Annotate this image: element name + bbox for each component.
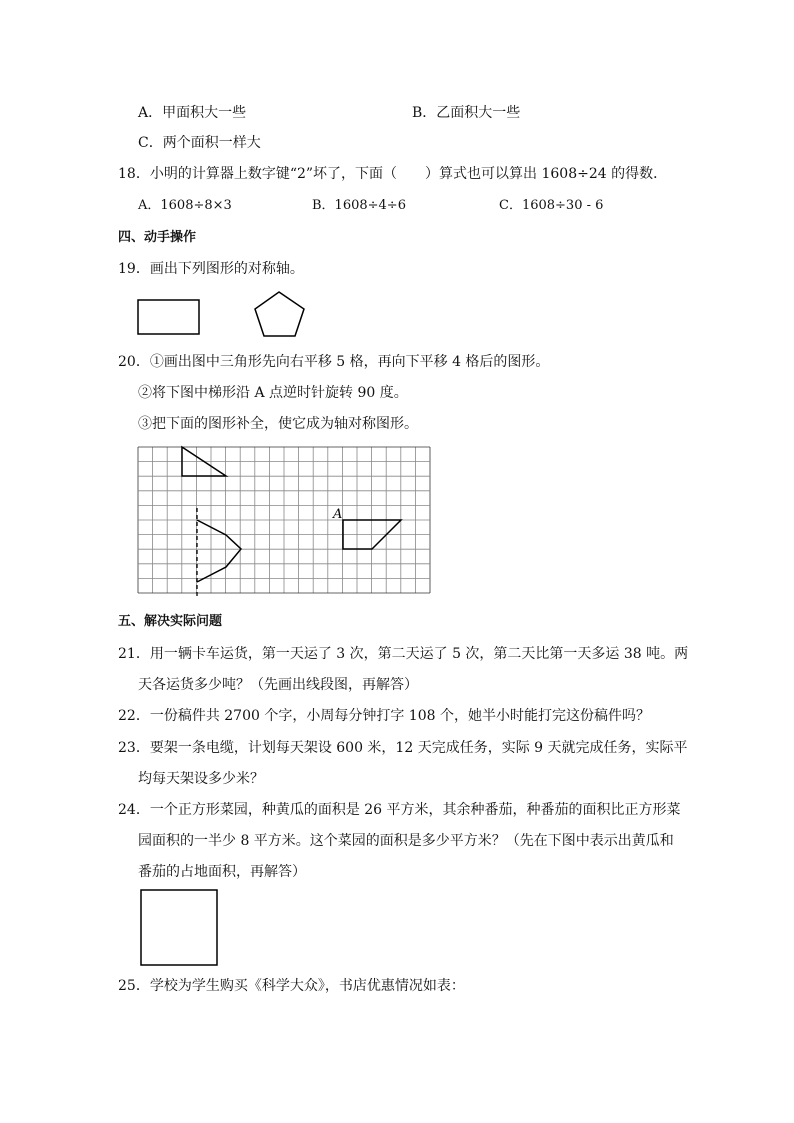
q17-option-c: C．两个面积一样大 — [138, 135, 261, 151]
q18-option-c: C．1608÷30 - 6 — [499, 198, 604, 213]
q23-line-2: 均每天架设多少米？ — [138, 771, 264, 787]
q22-text: 22．一份稿件共 2700 个字，小周每分钟打字 108 个，她半小时能打完这份稿件吗？ — [118, 708, 650, 724]
q25-text: 25．学校为学生购买《科学大众》，书店优惠情况如表： — [118, 978, 465, 994]
q20-point-a-label: A — [333, 507, 343, 522]
q24-line-2: 园面积的一半少 8 平方米。这个菜园的面积是多少平方米？（先在下图中表示出黄瓜和 — [138, 833, 674, 849]
q20-line-2: ②将下图中梯形沿 A 点逆时针旋转 90 度。 — [138, 385, 408, 401]
q24-square — [141, 890, 217, 965]
q18-option-a: A．1608÷8×3 — [138, 198, 232, 213]
q19-text: 19．画出下列图形的对称轴。 — [118, 261, 304, 277]
q24-line-1: 24．一个正方形菜园，种黄瓜的面积是 26 平方米，其余种番茄，种番茄的面积比正方形菜 — [118, 802, 681, 818]
q17-option-a: A．甲面积大一些 — [138, 105, 247, 121]
q24-line-3: 番茄的占地面积，再解答） — [138, 864, 306, 880]
q21-line-1: 21．用一辆卡车运货，第一天运了 3 次，第二天运了 5 次，第二天比第一天多运 38 吨。两 — [118, 646, 689, 662]
q20-line-1: 20．①画出图中三角形先向右平移 5 格，再向下平移 4 格后的图形。 — [118, 354, 550, 370]
section-4-title: 四、动手操作 — [118, 230, 197, 245]
section-5-title: 五、解决实际问题 — [118, 614, 223, 629]
q18-text: 18．小明的计算器上数字键“2”坏了，下面（ ）算式也可以算出 1608÷24 的得数． — [118, 166, 668, 182]
q18-option-b: B．1608÷4÷6 — [312, 198, 406, 213]
q23-line-1: 23．要架一条电缆，计划每天架设 600 米，12 天完成任务，实际 9 天就完成任务，实际平 — [118, 740, 688, 756]
q17-option-b: B．乙面积大一些 — [412, 105, 521, 121]
q20-line-3: ③把下面的图形补全，使它成为轴对称图形。 — [138, 416, 418, 432]
q21-line-2: 天各运货多少吨？（先画出线段图，再解答） — [138, 677, 418, 693]
